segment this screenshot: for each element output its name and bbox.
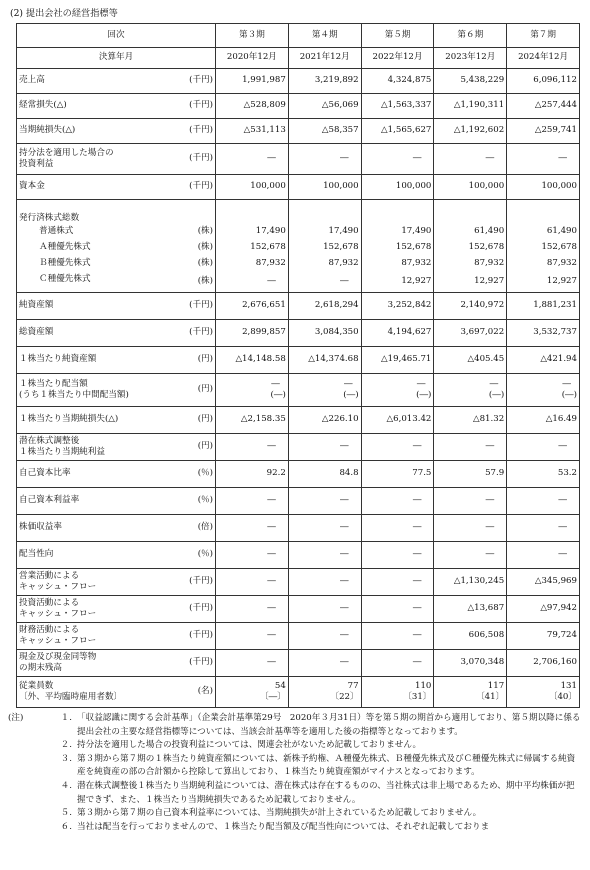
table-cell: ― [434, 488, 507, 515]
date-header: 2024年12月 [507, 48, 580, 69]
table-cell: 3,084,350 [288, 320, 361, 347]
dividend-row [17, 374, 580, 407]
shares-title-row [17, 200, 580, 225]
table-cell: △345,969 [507, 569, 580, 596]
note-text: 「収益認識に関する会計基準」（企業会計基準第29号 2020年３月31日）等を第５期の期首から適用しており、第５期以降に係る提出会社の主要な経営指標等については、当該会計基準等を適用した後の指標等となっております。 [77, 713, 581, 737]
row-label-text: 売上高 [19, 75, 45, 86]
table-cell: ― [434, 515, 507, 542]
row-label-line1: 潜在株式調整後 [19, 435, 80, 446]
table-cell: ― [361, 650, 434, 677]
row-unit: (千円) [167, 144, 216, 175]
table-cell: 6,096,112 [507, 69, 580, 94]
dividend-value: ― [562, 378, 571, 389]
table-cell: ― [288, 272, 361, 293]
interim-dividend-value: (―) [561, 390, 577, 400]
table-cell: 152,678 [288, 240, 361, 256]
interim-dividend-value: (―) [270, 390, 286, 400]
row-unit: (千円) [167, 94, 216, 119]
table-cell: △1,565,627 [361, 119, 434, 144]
table-row [17, 650, 580, 677]
table-cell: 3,532,737 [507, 320, 580, 347]
table-row [17, 175, 580, 200]
row-label-line2: キャッシュ・フロー [19, 636, 97, 646]
row-label [17, 94, 167, 119]
row-label-line2: の期末残高 [19, 663, 62, 673]
row-label [17, 623, 167, 650]
table-row [17, 488, 580, 515]
row-label-text: 総資産額 [19, 327, 54, 338]
dividend-cell [216, 374, 289, 407]
table-cell: 12,927 [361, 272, 434, 293]
row-unit: (円) [167, 347, 216, 374]
notes-mark-spacer [8, 821, 38, 835]
note-number: ６. [60, 821, 72, 832]
table-row [17, 542, 580, 569]
table-cell: 152,678 [361, 240, 434, 256]
table-cell: 17,490 [361, 224, 434, 240]
table-cell: △421.94 [507, 347, 580, 374]
table-cell: △531,113 [216, 119, 289, 144]
table-row [17, 623, 580, 650]
dividend-cell [434, 374, 507, 407]
table-cell: ― [507, 542, 580, 569]
row-unit: (千円) [167, 69, 216, 94]
table-row [17, 515, 580, 542]
share-class-label: Ｂ種優先株式 [17, 256, 167, 272]
share-class-unit: (株) [167, 256, 216, 272]
row-label [17, 461, 167, 488]
table-cell: 100,000 [288, 175, 361, 200]
table-cell: 4,324,875 [361, 69, 434, 94]
table-cell: ― [288, 596, 361, 623]
table-row [17, 320, 580, 347]
table-cell: ― [361, 542, 434, 569]
empty-cell [434, 200, 507, 225]
table-cell: 100,000 [434, 175, 507, 200]
row-label [17, 320, 167, 347]
employees-cell [216, 677, 289, 708]
note-item [8, 821, 582, 835]
note-text: 第３期から第７期の自己資本利益率については、当期純損失が計上されているため記載しておりません。 [77, 808, 482, 819]
temp-employee-count: 〔41〕 [476, 692, 505, 702]
row-unit: (千円) [167, 293, 216, 320]
header-label-period: 回次 [17, 24, 216, 48]
row-unit: (円) [167, 407, 216, 434]
dividend-label-line1: １株当たり配当額 [19, 378, 88, 389]
table-cell: ― [361, 144, 434, 175]
table-cell: 57.9 [434, 461, 507, 488]
financial-indicators-table [16, 23, 580, 708]
table-cell: 4,194,627 [361, 320, 434, 347]
date-header: 2022年12月 [361, 48, 434, 69]
dividend-label [17, 374, 167, 407]
table-cell: ― [288, 144, 361, 175]
table-row [17, 596, 580, 623]
row-label-text: 自己資本比率 [19, 468, 71, 479]
period-header: 第３期 [216, 24, 289, 48]
table-cell: 87,932 [216, 256, 289, 272]
notes-section [8, 712, 582, 834]
notes-mark-spacer [8, 739, 38, 753]
table-cell: ― [361, 623, 434, 650]
row-label [17, 488, 167, 515]
table-cell: ― [288, 488, 361, 515]
table-cell: △1,192,602 [434, 119, 507, 144]
table-cell: 152,678 [434, 240, 507, 256]
dividend-cell [361, 374, 434, 407]
table-cell: ― [361, 569, 434, 596]
employee-count: 131 [560, 680, 577, 691]
employees-cell [507, 677, 580, 708]
row-unit: (千円) [167, 320, 216, 347]
date-header: 2020年12月 [216, 48, 289, 69]
table-row [17, 69, 580, 94]
row-label-text: 配当性向 [19, 549, 54, 560]
note-text: 持分法を適用した場合の投資利益については、関連会社がないため記載しておりません。 [77, 740, 422, 751]
row-unit: (％) [167, 542, 216, 569]
table-cell: △19,465.71 [361, 347, 434, 374]
row-label-text: 経常損失(△) [19, 100, 67, 111]
empty-cell [216, 200, 289, 225]
row-label [17, 542, 167, 569]
row-label-text: 資本金 [19, 181, 45, 192]
row-label-line1: 財務活動による [19, 624, 80, 635]
note-item [8, 739, 582, 753]
dividend-label-line2: (うち１株当たり中間配当額) [19, 390, 129, 400]
table-cell: 5,438,229 [434, 69, 507, 94]
table-cell: △259,741 [507, 119, 580, 144]
row-unit: (千円) [167, 623, 216, 650]
row-label-text: 株価収益率 [19, 522, 62, 533]
date-header: 2023年12月 [434, 48, 507, 69]
table-cell: ― [216, 596, 289, 623]
shares-title-unit [167, 200, 216, 225]
row-unit: (％) [167, 461, 216, 488]
row-unit: (千円) [167, 119, 216, 144]
row-label [17, 293, 167, 320]
table-cell: △1,130,245 [434, 569, 507, 596]
table-cell: 3,070,348 [434, 650, 507, 677]
row-label-text: １株当たり純資産額 [19, 354, 97, 365]
note-item [8, 807, 582, 821]
notes-mark-spacer [8, 807, 38, 821]
table-cell: ― [434, 144, 507, 175]
notes-mark: (注) [8, 713, 24, 723]
row-label [17, 596, 167, 623]
table-cell: 87,932 [507, 256, 580, 272]
dividend-cell [507, 374, 580, 407]
row-label-line2: キャッシュ・フロー [19, 582, 97, 592]
header-row-date [17, 48, 580, 69]
table-cell: 2,140,972 [434, 293, 507, 320]
shares-row [17, 240, 580, 256]
table-cell: ― [216, 434, 289, 461]
employees-label-line1: 従業員数 [19, 680, 54, 691]
row-label-line2: 投資利益 [19, 159, 54, 169]
table-cell: 61,490 [507, 224, 580, 240]
empty-cell [361, 200, 434, 225]
table-cell: ― [216, 515, 289, 542]
table-cell: 87,932 [288, 256, 361, 272]
table-cell: 2,618,294 [288, 293, 361, 320]
table-cell: 152,678 [216, 240, 289, 256]
employee-count: 77 [347, 680, 359, 691]
row-label-line1: 営業活動による [19, 570, 80, 581]
table-cell: △226.10 [288, 407, 361, 434]
row-label-line1: 持分法を適用した場合の [19, 147, 114, 158]
temp-employee-count: 〔―〕 [260, 692, 286, 702]
table-cell: 87,932 [361, 256, 434, 272]
row-unit: (千円) [167, 569, 216, 596]
row-label [17, 144, 167, 175]
table-cell: 100,000 [216, 175, 289, 200]
table-cell: △405.45 [434, 347, 507, 374]
table-row [17, 144, 580, 175]
period-header: 第４期 [288, 24, 361, 48]
row-label-line2: キャッシュ・フロー [19, 609, 97, 619]
row-label [17, 569, 167, 596]
dividend-cell [288, 374, 361, 407]
table-cell: 17,490 [288, 224, 361, 240]
table-cell: △56,069 [288, 94, 361, 119]
table-cell: ― [434, 434, 507, 461]
dividend-unit: (円) [167, 374, 216, 407]
share-class-label: Ｃ種優先株式 [17, 272, 167, 293]
note-number: ４. [60, 780, 72, 791]
table-cell: △14,148.58 [216, 347, 289, 374]
table-row [17, 569, 580, 596]
notes-mark-spacer [8, 753, 38, 780]
employees-cell [434, 677, 507, 708]
shares-title: 発行済株式総数 [17, 200, 167, 225]
table-row [17, 94, 580, 119]
table-cell: △528,809 [216, 94, 289, 119]
row-unit: (千円) [167, 596, 216, 623]
table-cell: 1,991,987 [216, 69, 289, 94]
table-cell: ― [216, 569, 289, 596]
employees-cell [361, 677, 434, 708]
table-row [17, 293, 580, 320]
table-cell: 2,676,651 [216, 293, 289, 320]
table-cell: 3,252,842 [361, 293, 434, 320]
table-row [17, 407, 580, 434]
note-number: ２. [60, 740, 72, 751]
row-label-text: １株当たり当期純損失(△) [19, 414, 119, 425]
row-label-text: 純資産額 [19, 300, 54, 311]
table-cell: △14,374.68 [288, 347, 361, 374]
table-cell: ― [507, 515, 580, 542]
table-cell: △13,687 [434, 596, 507, 623]
table-cell: △81.32 [434, 407, 507, 434]
employees-label [17, 677, 167, 708]
employees-label-line2: 〔外、平均臨時雇用者数〕 [19, 692, 123, 702]
table-cell: △1,563,337 [361, 94, 434, 119]
table-cell: 3,219,892 [288, 69, 361, 94]
table-cell: △58,357 [288, 119, 361, 144]
note-number: １. [60, 713, 72, 723]
row-unit: (千円) [167, 175, 216, 200]
period-header: 第５期 [361, 24, 434, 48]
share-class-unit: (株) [167, 240, 216, 256]
note-text: 当社は配当を行っておりませんので、１株当たり配当額及び配当性向については、それぞれ記載しておりま [77, 821, 490, 832]
table-row [17, 461, 580, 488]
table-cell: ― [288, 569, 361, 596]
header-label-date: 決算年月 [17, 48, 216, 69]
row-label-line1: 現金及び現金同等物 [19, 651, 97, 662]
table-cell: 100,000 [507, 175, 580, 200]
row-label [17, 175, 167, 200]
share-class-unit: (株) [167, 224, 216, 240]
table-cell: ― [216, 144, 289, 175]
shares-row [17, 256, 580, 272]
share-class-unit: (株) [167, 272, 216, 293]
note-text: 第３期から第７期の１株当たり純資産額については、新株予約権、Ａ種優先株式、Ｂ種優先株式及びＣ種優先株式に帰属する純資産を純資産の部の合計額から控除して算出しており、１株当たり純資産額がマイナスとなっております。 [77, 753, 576, 778]
empty-cell [288, 200, 361, 225]
table-cell: ― [507, 144, 580, 175]
table-cell: ― [507, 434, 580, 461]
employee-count: 110 [415, 680, 432, 691]
period-header: 第７期 [507, 24, 580, 48]
row-label [17, 119, 167, 144]
table-cell: 152,678 [507, 240, 580, 256]
table-cell: ― [216, 623, 289, 650]
employees-cell [288, 677, 361, 708]
share-class-label: 普通株式 [17, 224, 167, 240]
table-row [17, 434, 580, 461]
table-cell: ― [361, 488, 434, 515]
row-label [17, 407, 167, 434]
table-cell: ― [216, 542, 289, 569]
note-number: ３. [60, 753, 72, 764]
table-cell: △257,444 [507, 94, 580, 119]
table-cell: 77.5 [361, 461, 434, 488]
header-row-period [17, 24, 580, 48]
table-cell: 12,927 [507, 272, 580, 293]
table-row [17, 347, 580, 374]
table-cell: △16.49 [507, 407, 580, 434]
row-label [17, 69, 167, 94]
table-cell: ― [361, 434, 434, 461]
dividend-value: ― [344, 378, 353, 389]
row-unit: (倍) [167, 515, 216, 542]
interim-dividend-value: (―) [343, 390, 359, 400]
table-cell: 2,899,857 [216, 320, 289, 347]
row-label-line2: １株当たり当期純利益 [19, 447, 105, 457]
note-item [8, 753, 582, 780]
table-cell: △2,158.35 [216, 407, 289, 434]
section-heading: (2) 提出会社の経営指標等 [10, 8, 118, 19]
table-cell: ― [361, 596, 434, 623]
dividend-value: ― [416, 378, 426, 389]
table-cell: 606,508 [434, 623, 507, 650]
table-cell: 2,706,160 [507, 650, 580, 677]
row-label [17, 515, 167, 542]
empty-cell [507, 200, 580, 225]
table-cell: ― [507, 488, 580, 515]
dividend-value: ― [271, 378, 280, 389]
note-text: 潜在株式調整後１株当たり当期純利益については、潜在株式は存在するものの、当社株式は非上場であるため、期中平均株価が把握できず、また、１株当たり当期純損失であるため記載しておりません。 [77, 780, 575, 805]
row-label [17, 347, 167, 374]
table-cell: ― [288, 434, 361, 461]
interim-dividend-value: (―) [488, 390, 505, 400]
table-cell: 61,490 [434, 224, 507, 240]
row-unit: (％) [167, 488, 216, 515]
row-label [17, 650, 167, 677]
dividend-value: ― [489, 378, 499, 389]
table-cell: ― [216, 650, 289, 677]
table-cell: 1,881,231 [507, 293, 580, 320]
employee-count: 117 [487, 680, 505, 691]
table-cell: 53.2 [507, 461, 580, 488]
notes-mark-spacer [8, 780, 38, 807]
employee-count: 54 [274, 680, 286, 691]
row-unit: (円) [167, 434, 216, 461]
table-cell: △6,013.42 [361, 407, 434, 434]
interim-dividend-value: (―) [416, 390, 432, 400]
table-cell: ― [216, 272, 289, 293]
note-item [8, 712, 582, 739]
table-cell: ― [434, 542, 507, 569]
row-label-line1: 投資活動による [19, 597, 80, 608]
table-cell: ― [288, 623, 361, 650]
table-cell: ― [361, 515, 434, 542]
note-number: ５. [60, 808, 72, 819]
table-cell: △97,942 [507, 596, 580, 623]
table-row [17, 119, 580, 144]
share-class-label: Ａ種優先株式 [17, 240, 167, 256]
date-header: 2021年12月 [288, 48, 361, 69]
row-label [17, 434, 167, 461]
row-unit: (千円) [167, 650, 216, 677]
table-cell: 100,000 [361, 175, 434, 200]
table-cell: 12,927 [434, 272, 507, 293]
shares-row [17, 224, 580, 240]
row-label-text: 当期純損失(△) [19, 125, 76, 136]
temp-employee-count: 〔31〕 [403, 692, 432, 702]
employees-unit: (名) [167, 677, 216, 708]
period-header: 第６期 [434, 24, 507, 48]
table-cell: ― [288, 650, 361, 677]
temp-employee-count: 〔40〕 [548, 692, 577, 702]
table-cell: 17,490 [216, 224, 289, 240]
table-cell: ― [288, 515, 361, 542]
table-cell: 3,697,022 [434, 320, 507, 347]
row-label-text: 自己資本利益率 [19, 495, 80, 506]
table-cell: 92.2 [216, 461, 289, 488]
table-cell: △1,190,311 [434, 94, 507, 119]
temp-employee-count: 〔22〕 [330, 692, 359, 702]
note-item [8, 780, 582, 807]
table-cell: 87,932 [434, 256, 507, 272]
table-cell: 84.8 [288, 461, 361, 488]
shares-row [17, 272, 580, 293]
table-cell: ― [216, 488, 289, 515]
table-cell: 79,724 [507, 623, 580, 650]
table-cell: ― [288, 542, 361, 569]
employees-row [17, 677, 580, 708]
